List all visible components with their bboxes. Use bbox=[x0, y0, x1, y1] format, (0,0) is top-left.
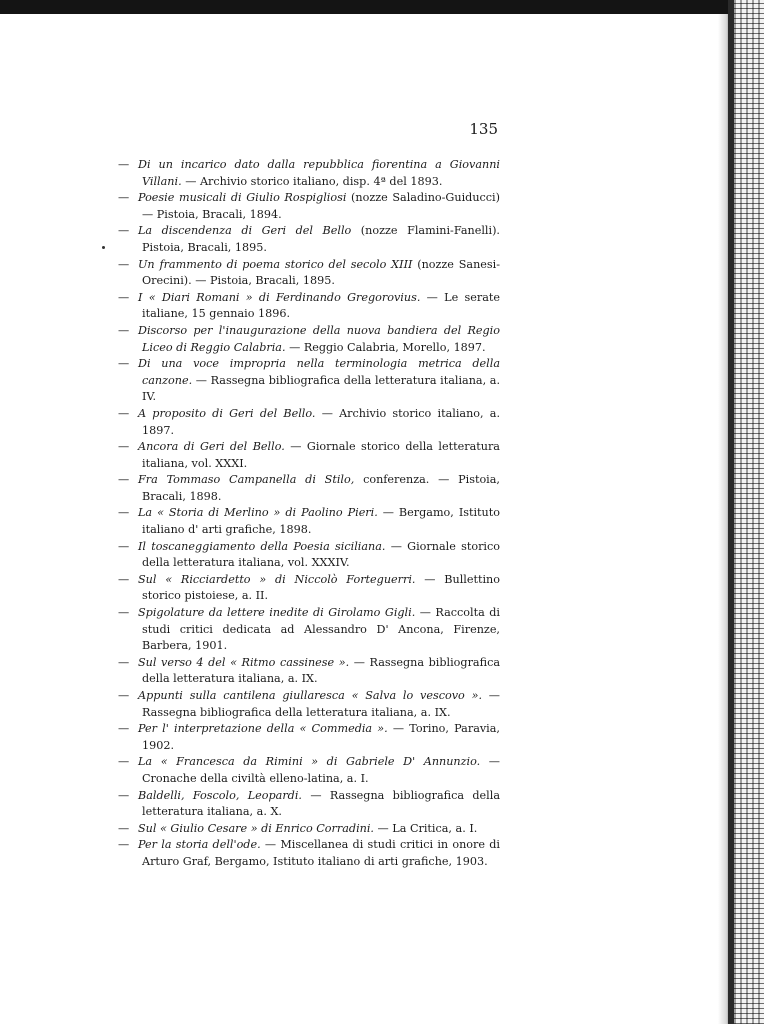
entry-title: La « Storia di Merlino » di Paolino Pieri. bbox=[138, 506, 378, 520]
bibliography-entry bbox=[118, 572, 500, 605]
entry-publication: (nozze Saladino-Guiducci) — Pistoia, Bracali, 1894. bbox=[142, 191, 500, 221]
entry-title: La discendenza di Geri del Bello bbox=[138, 224, 352, 238]
entry-dash: — bbox=[118, 257, 130, 271]
entry-publication: — Giornale storico della letteratura italiana, vol. XXXIV. bbox=[142, 539, 500, 570]
entry-publication: (nozze Flamini-Fanelli). Pistoia, Bracali, 1895. bbox=[142, 224, 500, 254]
entry-dash: — bbox=[118, 838, 130, 852]
entry-dash: — bbox=[118, 290, 130, 304]
entry-title: La « Francesca da Rimini » di Gabriele D' Annunzio. bbox=[138, 755, 481, 769]
bibliography-entry bbox=[118, 688, 500, 721]
entry-dash: — bbox=[118, 473, 130, 487]
bibliography-entry bbox=[118, 655, 500, 688]
entry-dash: — bbox=[118, 406, 130, 420]
bibliography-entry bbox=[118, 821, 500, 838]
entry-dash: — bbox=[118, 821, 130, 835]
entry-dash: — bbox=[118, 539, 130, 553]
entry-publication: — Raccolta di studi critici dedicata ad Alessandro D' Ancona, Firenze, Barbera, 1901. bbox=[142, 606, 500, 653]
entry-dash: — bbox=[118, 357, 130, 371]
entry-title: Ancora di Geri del Bello. bbox=[138, 440, 285, 454]
bibliography-entry bbox=[118, 356, 500, 406]
entry-title: Un frammento di poema storico del secolo XIII bbox=[138, 257, 413, 271]
bibliography-entry bbox=[118, 788, 500, 821]
entry-dash: — bbox=[118, 722, 130, 736]
entry-title: Per l' interpretazione della « Commedia ». bbox=[138, 722, 388, 736]
entry-publication: — Bullettino storico pistoiese, a. II. bbox=[142, 572, 501, 603]
entry-publication: conferenza. — Pistoia, Bracali, 1898. bbox=[142, 473, 500, 503]
entry-publication: — Torino, Paravia, 1902. bbox=[142, 722, 500, 752]
bibliography-entry bbox=[118, 323, 500, 356]
entry-dash: — bbox=[118, 606, 130, 620]
bibliography-entry bbox=[118, 190, 500, 223]
entry-title: Sul verso 4 del « Ritmo cassinese ». bbox=[138, 655, 350, 669]
entry-title: I « Diari Romani » di Ferdinando Gregorovius. bbox=[138, 290, 421, 304]
bibliography-entry bbox=[118, 439, 500, 472]
entry-title: Baldelli, Foscolo, Leopardi. bbox=[138, 788, 302, 802]
bibliography-entry bbox=[118, 157, 500, 190]
bibliography-entry bbox=[118, 223, 500, 256]
margin-mark bbox=[102, 246, 105, 249]
entry-dash: — bbox=[118, 440, 130, 454]
entry-publication: — Rassegna bibliografica della letteratura italiana, a. IV. bbox=[142, 373, 500, 404]
entry-title: Sul « Giulio Cesare » di Enrico Corradini. bbox=[138, 821, 374, 835]
page-number: 135 bbox=[469, 120, 498, 138]
bibliography-entry bbox=[118, 257, 500, 290]
bibliography-entry bbox=[118, 837, 500, 870]
entry-dash: — bbox=[118, 158, 130, 171]
bibliography-entry bbox=[118, 605, 500, 655]
entry-title: Spigolature da lettere inedite di Girolamo Gigli. bbox=[138, 606, 416, 620]
entry-publication: — Bergamo, Istituto italiano d' arti grafiche, 1898. bbox=[142, 506, 500, 537]
entry-dash: — bbox=[118, 191, 130, 205]
bibliography-entry bbox=[118, 290, 500, 323]
entry-title: Di una voce impropria nella terminologia metrica della canzone. bbox=[138, 357, 500, 387]
entry-title: Il toscaneggiamento della Poesia siciliana. bbox=[138, 539, 386, 553]
entry-publication: — Archivio storico italiano, a. 1897. bbox=[142, 406, 500, 437]
bibliography-list bbox=[118, 157, 500, 871]
bibliography-entry bbox=[118, 505, 500, 538]
bibliography-entry bbox=[118, 539, 500, 572]
entry-publication: — Giornale storico della letteratura italiana, vol. XXXI. bbox=[142, 440, 500, 470]
entry-publication: — Rassegna bibliografica della letteratura italiana, a. IX. bbox=[142, 655, 500, 686]
entry-dash: — bbox=[118, 788, 130, 802]
entry-dash: — bbox=[118, 224, 130, 238]
entry-publication: (nozze Sanesi-Orecini). — Pistoia, Bracali, 1895. bbox=[142, 257, 500, 288]
entry-publication: — Rassegna bibliografica della letteratura italiana, a. IX. bbox=[142, 689, 500, 719]
entry-title: Sul « Ricciardetto » di Niccolò Forteguerri. bbox=[138, 572, 416, 586]
entry-title: Poesie musicali di Giulio Rospigliosi bbox=[138, 191, 347, 205]
bibliography-entry bbox=[118, 406, 500, 439]
entry-dash: — bbox=[118, 572, 130, 586]
entry-dash: — bbox=[118, 689, 130, 702]
scan-top-border bbox=[0, 0, 764, 14]
entry-dash: — bbox=[118, 755, 130, 769]
entry-title: Appunti sulla cantilena giullaresca « Salva lo vescovo ». bbox=[138, 689, 482, 702]
entry-publication: — Le serate italiane, 15 gennaio 1896. bbox=[142, 290, 501, 321]
entry-title: Fra Tommaso Campanella di Stilo, bbox=[138, 473, 355, 487]
entry-publication: — Cronache della civiltà elleno-latina, a. I. bbox=[142, 755, 500, 785]
entry-title: Discorso per l'inaugurazione della nuova bandiera del Regio Liceo di Reggio Calabria. bbox=[138, 323, 500, 354]
bibliography-entry bbox=[118, 721, 500, 754]
bibliography-entry bbox=[118, 754, 500, 787]
entry-publication: — Reggio Calabria, Morello, 1897. bbox=[285, 340, 486, 354]
bibliography-entry bbox=[118, 472, 500, 505]
entry-title: Per la storia dell'ode. bbox=[138, 838, 261, 852]
entry-dash: — bbox=[118, 323, 130, 337]
entry-title: Di un incarico dato dalla repubblica fiorentina a Giovanni Villani. bbox=[138, 158, 500, 188]
entry-publication: — La Critica, a. I. bbox=[373, 821, 478, 835]
entry-publication: — Archivio storico italiano, disp. 4ª del 1893. bbox=[181, 174, 443, 188]
entry-dash: — bbox=[118, 506, 130, 520]
book-page-edges bbox=[728, 0, 764, 1024]
entry-title: A proposito di Geri del Bello. bbox=[138, 406, 316, 420]
entry-publication: — Rassegna bibliografica della letteratura italiana, a. X. bbox=[142, 788, 500, 819]
entry-publication: — Miscellanea di studi critici in onore di Arturo Graf, Bergamo, Istituto italiano di arti grafiche, 1903. bbox=[142, 838, 500, 868]
entry-dash: — bbox=[118, 655, 130, 669]
